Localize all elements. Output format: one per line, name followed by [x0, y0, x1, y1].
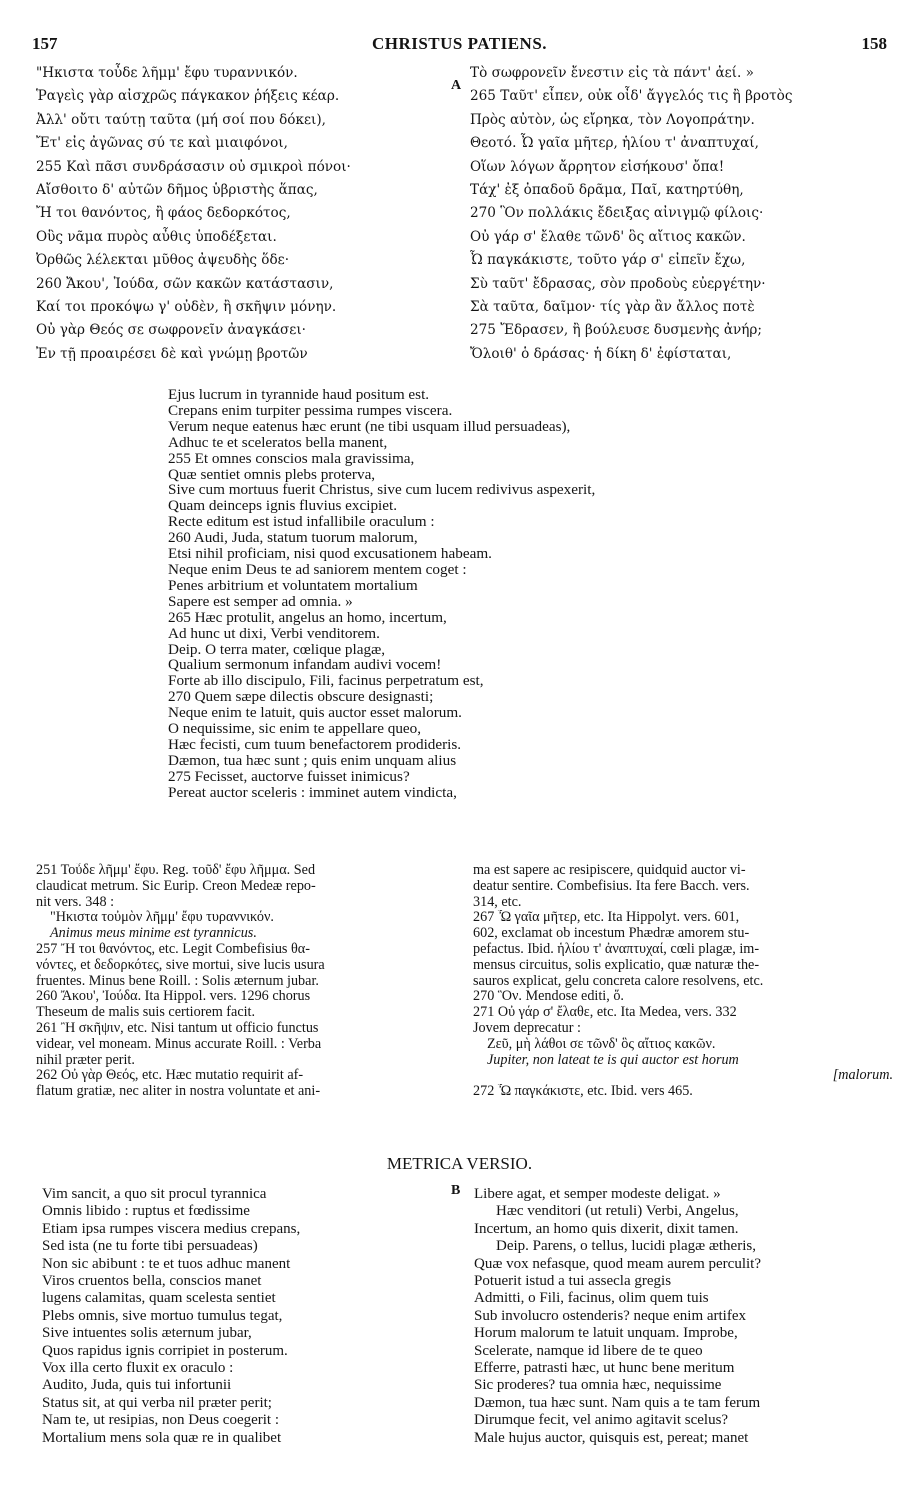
- metrica-left-line: Non sic abibunt : te et tuos adhuc manent: [42, 1255, 291, 1272]
- greek-right-line: Πρὸς αὐτὸν, ὡς εἴρηκα, τὸν Λογοπράτην.: [470, 111, 755, 128]
- metrica-left-line: Vim sancit, a quo sit procul tyrannica: [42, 1186, 267, 1202]
- latin-center-line: 265 Hæc protulit, angelus an homo, incertum,: [168, 609, 447, 626]
- notes-left-line: flatum gratiæ, nec aliter in nostra voluntate et ani-: [36, 1084, 321, 1100]
- metrica-right-line: Dæmon, tua hæc sunt. Nam quis a te tam ferum: [474, 1394, 761, 1411]
- metrica-left-line: Audito, Juda, quis tui infortunii: [42, 1377, 232, 1394]
- metrica-right-line: Efferre, patrasti hæc, ut hunc bene meritum: [474, 1360, 735, 1377]
- notes-right-line: 270 Ὃν. Mendose editi, ὅ.: [473, 989, 624, 1005]
- latin-center-line: Neque enim te latuit, quis auctor esset malorum.: [168, 705, 462, 722]
- greek-left-line: 260 Ἄκου', Ἰούδα, σῶν κακῶν κατάστασιν,: [36, 275, 334, 292]
- greek-left-line: Οὐ γὰρ Θεός σε σωφρονεῖν ἀναγκάσει·: [36, 322, 306, 339]
- latin-center-line: Qualium sermonum infandam audivi vocem!: [168, 657, 442, 674]
- notes-left-line: 257 Ἤ τοι θανόντος, etc. Legit Combefisius θα-: [36, 941, 310, 957]
- greek-text-left: [36, 62, 446, 366]
- metrica-left-line: Omnis libido : ruptus et fœdissime: [42, 1203, 250, 1220]
- latin-center-line: Etsi nihil proficiam, nisi quod excusationem habeam.: [168, 546, 492, 562]
- latin-center-line: Pereat auctor sceleris : imminet autem vindicta,: [168, 784, 457, 801]
- greek-left-line: Ἤ τοι θανόντος, ἢ φάος δεδορκότος,: [36, 205, 291, 222]
- notes-left-line: 262 Οὐ γὰρ Θεός, etc. Hæc mutatio requirit af-: [36, 1068, 304, 1084]
- latin-center-line: Penes arbitrium et voluntatem mortalium: [168, 577, 418, 594]
- metrica-right-line: Admitti, o Fili, facinus, olim quem tuis: [474, 1290, 709, 1307]
- metrica-left-line: Plebs omnis, sive mortuo tumulus tegat,: [42, 1307, 283, 1324]
- greek-left-line: Ἔτ' εἰς ἀγῶνας σύ τε καὶ μιαιφόνοι,: [36, 135, 288, 152]
- latin-center-line: Quam deinceps ignis fluvius excipiet.: [168, 498, 398, 515]
- greek-left-line: Ἐν τῇ προαιρέσει δὲ καὶ γνώμῃ βροτῶν: [36, 345, 308, 362]
- greek-left-line: Ἀλλ' οὔτι ταύτῃ ταῦτα (μή σοί που δόκει),: [36, 111, 326, 128]
- metrica-right-line: Quæ vox nefasque, quod meam aurem perculit?: [474, 1255, 761, 1272]
- metrica-right-line: Potuerit istud a tui assecla gregis: [474, 1273, 672, 1290]
- notes-left-line: Animus meus minime est tyrannicus.: [50, 926, 257, 942]
- page-number-right: 158: [861, 34, 887, 53]
- latin-center-line: Deip. O terra mater, cœlique plagæ,: [168, 641, 385, 658]
- metrica-left-line: Viros cruentos bella, conscios manet: [42, 1273, 262, 1290]
- latin-center-line: Ad hunc ut dixi, Verbi venditorem.: [168, 625, 380, 642]
- metrica-left-line: Quos rapidus ignis corripiet in posterum.: [42, 1342, 288, 1359]
- metrica-left-line: Vox illa certo fluxit ex oraculo :: [42, 1360, 234, 1377]
- latin-center-line: 255 Et omnes conscios mala gravissima,: [168, 450, 415, 467]
- notes-right-line: 271 Οὐ γάρ σ' ἔλαθε, etc. Ita Medea, vers. 332: [473, 1005, 737, 1021]
- greek-left-line: Ῥαγεὶς γὰρ αἰσχρῶς πάγκακον ῥήξεις κέαρ.: [36, 88, 340, 105]
- latin-center-line: Verum neque eatenus hæc erunt (ne tibi usquam illud persuadeas),: [168, 418, 571, 435]
- notes-left-line: claudicat metrum. Sic Eurip. Creon Medeæ repo-: [36, 878, 316, 894]
- notes-right-line: 602, exclamat ob incestum Phædræ amorem stu-: [473, 926, 750, 942]
- metrica-left-line: Mortalium mens sola quæ re in qualibet: [42, 1429, 282, 1446]
- latin-center-line: Ejus lucrum in tyrannide haud positum est.: [168, 387, 430, 403]
- notes-right-line: Jupiter, non lateat te is qui auctor est horum: [487, 1052, 739, 1068]
- metrica-versio-right: [474, 1186, 894, 1447]
- latin-center-line: 260 Audi, Juda, statum tuorum malorum,: [168, 530, 418, 547]
- notes-left-line: νόντες, et δεδορκότες, sive mortui, sive lucis usura: [36, 957, 325, 973]
- greek-right-line: Τάχ' ἐξ ὀπαδοῦ δρᾶμα, Παῖ, κατηρτύθη,: [470, 182, 744, 199]
- page-number-left: 157: [32, 34, 58, 53]
- greek-text-right: [470, 62, 890, 366]
- metrica-right-line: Scelerate, namque id libere de te queo: [474, 1342, 703, 1359]
- metrica-right-line: Hæc venditori (ut retuli) Verbi, Angelus,: [496, 1203, 739, 1220]
- notes-left: [36, 863, 456, 1100]
- metrica-left-line: Sive intuentes solis æternum jubar,: [42, 1325, 252, 1342]
- metrica-left-line: Nam te, ut resipias, non Deus coegerit :: [42, 1412, 280, 1429]
- metrica-right-line: Sub involucro ostenderis? neque enim artifex: [474, 1307, 747, 1324]
- notes-right-line: ma est sapere ac resipiscere, quidquid auctor vi-: [473, 863, 746, 878]
- notes-right: [473, 863, 893, 1100]
- greek-right-line: 270 Ὃν πολλάκις ἔδειξας αἰνιγμῷ φίλοις·: [470, 205, 764, 222]
- latin-center-line: Sive cum mortuus fuerit Christus, sive cum lucem redivivus aspexerit,: [168, 482, 596, 499]
- greek-right-line: Οὐ γάρ σ' ἔλαθε τῶνδ' ὃς αἴτιος κακῶν.: [470, 228, 746, 245]
- notes-left-line: nit vers. 348 :: [36, 894, 115, 910]
- notes-left-line: 260 Ἄκου', Ἰούδα. Ita Hippol. vers. 1296 chorus: [36, 989, 311, 1005]
- notes-right-line: pefactus. Ibid. ἡλίου τ' ἀναπτυχαί, cœli plagæ, im-: [473, 941, 760, 957]
- latin-center-line: 270 Quem sæpe dilectis obscure designasti;: [168, 689, 434, 706]
- notes-left-line: 261 Ἢ σκῆψιν, etc. Nisi tantum ut officio functus: [36, 1020, 319, 1036]
- latin-center-line: Neque enim Deus te ad saniorem mentem coget :: [168, 561, 467, 578]
- metrica-versio-left: [42, 1186, 442, 1447]
- metrica-right-line: Horum malorum te latuit unquam. Improbe,: [474, 1325, 738, 1342]
- page-title: CHRISTUS PATIENS.: [371, 34, 548, 53]
- notes-left-line: videar, vel moneam. Minus accurate Roill. : Verba: [36, 1036, 322, 1052]
- notes-left-line: fruentes. Minus bene Roill. : Solis æternum jubar.: [36, 973, 319, 989]
- greek-right-line: Οἵων λόγων ἄρρητον εἰσήκουσ' ὄπα!: [470, 158, 725, 175]
- metrica-left-line: Sed ista (ne tu forte tibi persuadeas): [42, 1238, 258, 1255]
- metrica-left-line: Etiam ipsa rumpes viscera medius crepans,: [42, 1220, 301, 1237]
- notes-right-line: 267 Ὦ γαῖα μῆτερ, etc. Ita Hippolyt. vers. 601,: [473, 910, 740, 926]
- greek-left-line: Ὀρθῶς λέλεκται μῦθος ἀψευδὴς ὅδε·: [36, 252, 290, 269]
- notes-right-line: 272 Ὦ παγκάκιστε, etc. Ibid. vers 465.: [473, 1084, 693, 1100]
- notes-left-line: Theseum de malis suis certiorem facit.: [36, 1005, 256, 1021]
- latin-center-line: Forte ab illo discipulo, Fili, facinus perpetratum est,: [168, 673, 484, 690]
- notes-right-line: Jovem deprecatur :: [473, 1020, 581, 1036]
- metrica-right-line: Deip. Parens, o tellus, lucidi plagæ ætheris,: [496, 1238, 756, 1255]
- greek-left-line: Καί τοι προκόψω γ' οὐδὲν, ἢ σκῆψιν μόνην.: [36, 299, 337, 316]
- metrica-right-line: Incertum, an homo quis dixerit, dixit tamen.: [474, 1220, 739, 1237]
- latin-center-line: Dæmon, tua hæc sunt ; quis enim unquam alius: [168, 752, 457, 769]
- notes-left-line: "Ηκιστα τοὐμὸν λῆμμ' ἔφυ τυραννικόν.: [50, 910, 274, 926]
- metrica-right-line: Male hujus auctor, quisquis est, pereat; manet: [474, 1429, 749, 1446]
- greek-right-line: Θεοτό. Ὦ γαῖα μῆτερ, ἡλίου τ' ἀναπτυχαί,: [470, 135, 759, 152]
- column-marker-a: A: [451, 78, 462, 93]
- greek-right-line: Ὄλοιθ' ὁ δράσας· ἡ δίκη δ' ἐφίσταται,: [470, 345, 732, 362]
- greek-left-line: 255 Καὶ πᾶσι συνδράσασιν οὐ σμικροὶ πόνοι·: [36, 158, 351, 175]
- notes-left-line: nihil præter perit.: [36, 1052, 135, 1068]
- notes-right-line: 314, etc.: [473, 894, 522, 910]
- metrica-right-line: Libere agat, et semper modeste deligat. »: [474, 1186, 721, 1202]
- metrica-left-line: lugens calamitas, quam scelesta sentiet: [42, 1290, 276, 1307]
- greek-left-line: Οὓς νᾶμα πυρὸς αὖθις ὑποδέξεται.: [36, 228, 277, 245]
- running-header: [32, 34, 887, 56]
- notes-left-line: 251 Τοὖδε λῆμμ' ἔφυ. Reg. τοῦδ' ἔφυ λῆμμα. Sed: [36, 863, 316, 878]
- latin-center-line: Quæ sentiet omnis plebs proterva,: [168, 466, 376, 483]
- latin-center-line: Sapere est semper ad omnia. »: [168, 593, 353, 610]
- latin-center-line: O nequissime, sic enim te appellare queo,: [168, 721, 422, 737]
- latin-center-line: Hæc fecisti, cum tuum benefactorem prodideris.: [168, 736, 462, 753]
- latin-center-line: Recte editum est istud infallibile oraculum :: [168, 514, 435, 531]
- latin-center-line: 275 Fecisset, auctorve fuisset inimicus?: [168, 768, 410, 785]
- metrica-right-line: Sic proderes? tua omnia hæc, nequissime: [474, 1377, 722, 1394]
- latin-center-line: Adhuc te et sceleratos bella manent,: [168, 434, 388, 451]
- notes-right-line: deatur sentire. Combefisius. Ita fere Bacch. vers.: [473, 878, 750, 894]
- notes-right-line: sauros explicat, gelu concreta calore resolvens, etc.: [473, 973, 764, 989]
- latin-translation: [168, 387, 788, 801]
- greek-right-line: 275 Ἔδρασεν, ἢ βούλευσε δυσμενὴς ἀνήρ;: [470, 322, 763, 339]
- greek-right-line: Τὸ σωφρονεῖν ἔνεστιν εἰς τὰ πάντ' ἀεί. »: [470, 65, 754, 81]
- column-marker-b: B: [451, 1183, 461, 1198]
- metrica-versio-heading: METRICA VERSIO.: [386, 1154, 533, 1173]
- notes-right-line: Ζεῦ, μὴ λάθοι σε τῶνδ' ὃς αἴτιος κακῶν.: [487, 1036, 716, 1052]
- metrica-left-line: Status sit, at qui verba nil præter perit;: [42, 1394, 272, 1411]
- greek-right-line: Σὰ ταῦτα, δαῖμον· τίς γὰρ ἂν ἄλλος ποτὲ: [470, 299, 755, 316]
- greek-right-line: Σὺ ταῦτ' ἔδρασας, σὸν προδοὺς εὐεργέτην·: [470, 275, 766, 292]
- metrica-right-line: Dirumque fecit, vel animo agitavit scelus?: [474, 1412, 729, 1429]
- greek-right-line: 265 Ταῦτ' εἶπεν, οὐκ οἶδ' ἄγγελός τις ἢ βροτὸς: [470, 88, 793, 105]
- notes-right-line: mensus circuitus, solis explicatio, quæ naturæ the-: [473, 957, 760, 973]
- greek-right-line: Ὦ παγκάκιστε, τοῦτο γάρ σ' εἰπεῖν ἔχω,: [470, 252, 746, 269]
- notes-right-line: [malorum.: [832, 1068, 893, 1084]
- latin-center-line: Crepans enim turpiter pessima rumpes viscera.: [168, 402, 453, 419]
- greek-left-line: "Ηκιστα τοὖδε λῆμμ' ἔφυ τυραννικόν.: [36, 65, 298, 81]
- greek-left-line: Αἴσθοιτο δ' αὐτῶν δῆμος ὑβριστὴς ἅπας,: [36, 182, 318, 199]
